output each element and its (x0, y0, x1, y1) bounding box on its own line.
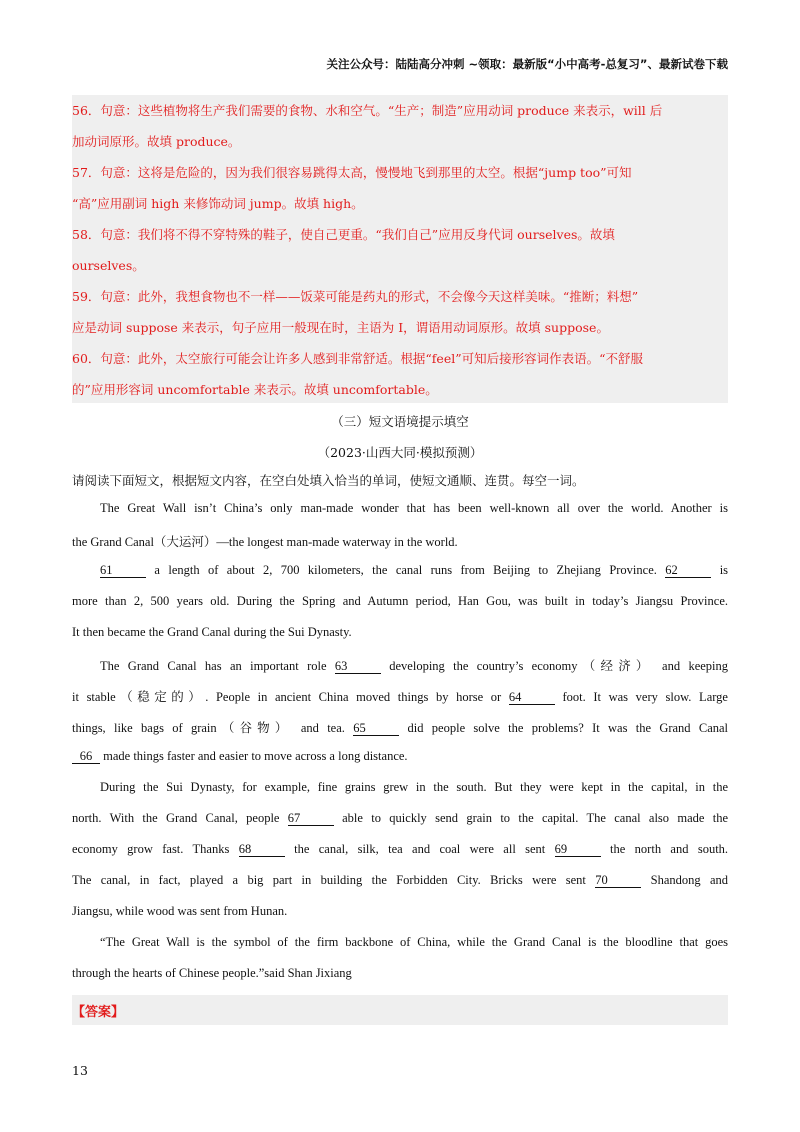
explanation-line: 应是动词 suppose 来表示，句子应用一般现在时，主语为 I，谓语用动词原形。故填 suppose。 (72, 320, 609, 335)
passage-line: The Great Wall isn’t China’s only man-made wonder that has been well-known all over the world. Another is (100, 501, 728, 515)
passage-line: During the Sui Dynasty, for example, fine grains grew in the south. But they were kept in the capital, in the (100, 780, 728, 794)
answer-label: 【答案】 (72, 1005, 125, 1020)
passage-line: it stable（稳定的）. People in ancient China moved things by horse or 64 foot. It was very slow. Large (72, 690, 728, 704)
passage-line: Jiangsu, while wood was sent from Hunan. (72, 904, 288, 918)
passage-line: things, like bags of grain（谷物） and tea. 65 did people solve the problems? It was the Grand Canal (72, 721, 729, 735)
passage-line: 61 a length of about 2, 700 kilometers, the canal runs from Beijing to Zhejiang Province. 62 is (100, 563, 729, 577)
explanation-line: 57．句意：这将是危险的，因为我们很容易跳得太高，慢慢地飞到那里的太空。根据“jump too”可知 (72, 165, 632, 180)
blank-65[interactable]: 65 (353, 721, 399, 736)
passage-line: 66 made things faster and easier to move across a long distance. (72, 749, 728, 764)
blank-67[interactable]: 67 (288, 811, 334, 826)
page-header: 关注公众号：陆陆高分冲刺 ~领取：最新版“小中高考-总复习”、最新试卷下载 (326, 57, 728, 71)
explanation-line: 59．句意：此外，我想食物也不一样——饭菜可能是药丸的形式，不会像今天这样美味。“推断；料想” (72, 289, 639, 304)
blank-62[interactable]: 62 (665, 563, 711, 578)
passage-line: north. With the Grand Canal, people 67 able to quickly send grain to the capital. The canal also made the (72, 811, 729, 825)
explanation-line: 加动词原形。故填 produce。 (72, 134, 241, 149)
explanation-line: 60．句意：此外，太空旅行可能会让许多人感到非常舒适。根据“feel”可知后接形容词作表语。“不舒服 (72, 351, 643, 366)
answer-bar (72, 995, 728, 1025)
section-title: （三）短文语境提示填空 (331, 414, 469, 429)
passage-line: “The Great Wall is the symbol of the firm backbone of China, while the Grand Canal is the bloodline that goes (100, 935, 728, 949)
explanation-line: 58．句意：我们将不得不穿特殊的鞋子，使自己更重。“我们自己”应用反身代词 ourselves。故填 (72, 227, 615, 242)
passage-line: through the hearts of Chinese people.”said Shan Jixiang (72, 966, 352, 980)
passage-line: economy grow fast. Thanks 68 the canal, silk, tea and coal were all sent 69 the north and south. (72, 842, 729, 856)
blank-68[interactable]: 68 (239, 842, 285, 857)
passage-line: It then became the Grand Canal during the Sui Dynasty. (72, 625, 352, 639)
explanation-line: 56．句意：这些植物将生产我们需要的食物、水和空气。“生产；制造”应用动词 produce 来表示，will 后 (72, 103, 663, 118)
section-source: （2023·山西大同·模拟预测） (317, 445, 483, 460)
passage-line: The Grand Canal has an important role 63 developing the country’s economy（经济） and keeping (100, 659, 729, 673)
blank-61[interactable]: 61 (100, 563, 146, 578)
passage-line: more than 2, 500 years old. During the Spring and Autumn period, Han Gou, was built in today’s Jiangsu Province. (72, 594, 728, 608)
passage-line: the Grand Canal（大运河）—the longest man-made waterway in the world. (72, 535, 458, 549)
page-number: 13 (72, 1063, 88, 1078)
section-instruction: 请阅读下面短文，根据短文内容，在空白处填入恰当的单词，使短文通顺、连贯。每空一词。 (72, 474, 585, 488)
passage-line: The canal, in fact, played a big part in building the Forbidden City. Bricks were sent 70 Shandong and (72, 873, 729, 887)
explanation-line: 的”应用形容词 uncomfortable 来表示。故填 uncomfortable。 (72, 382, 438, 397)
blank-66[interactable]: 66 (72, 749, 100, 764)
blank-63[interactable]: 63 (335, 659, 381, 674)
explanation-line: “高”应用副词 high 来修饰动词 jump。故填 high。 (72, 196, 364, 211)
blank-70[interactable]: 70 (595, 873, 641, 888)
blank-69[interactable]: 69 (555, 842, 601, 857)
blank-64[interactable]: 64 (509, 690, 555, 705)
explanation-line: ourselves。 (72, 258, 145, 273)
